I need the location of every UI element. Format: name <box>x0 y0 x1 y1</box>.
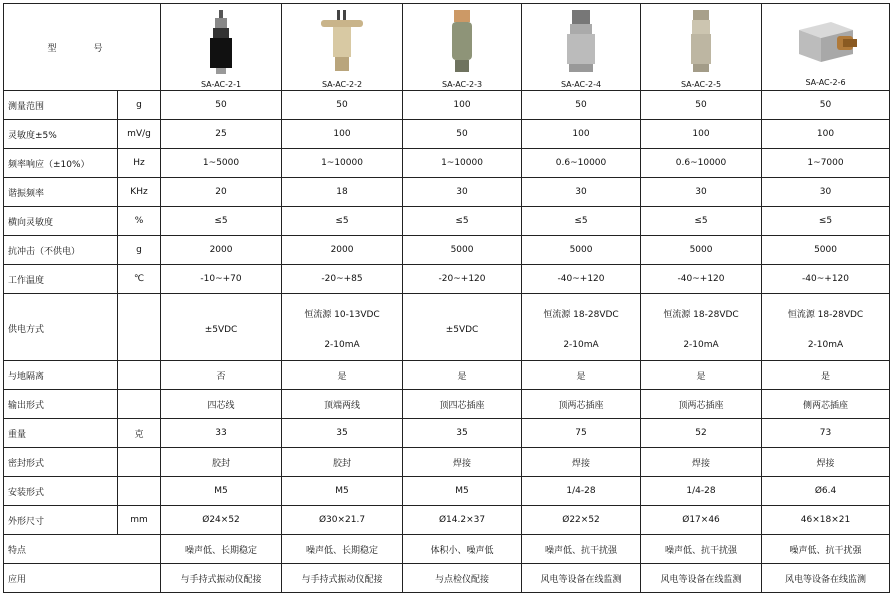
model-cell-4 <box>522 4 641 91</box>
application-cell: 与点检仪配接 <box>403 564 522 593</box>
value-cell: 焊接 <box>403 448 522 477</box>
value-cell: M5 <box>161 477 282 506</box>
spec-row <box>4 506 890 535</box>
value-cell: ≤5 <box>641 207 762 236</box>
features-cell: 噪声低、长期稳定 <box>282 535 403 564</box>
row-label: 输出形式 <box>4 390 118 419</box>
value-cell: 30 <box>762 178 890 207</box>
value-cell: 1~10000 <box>282 149 403 178</box>
row-label: 测量范围 <box>4 91 118 120</box>
power-line: 恒流源 18-28VDC <box>543 310 619 320</box>
value-cell: 2000 <box>282 236 403 265</box>
value-cell: 1/4-28 <box>641 477 762 506</box>
model-cell-6 <box>762 4 890 91</box>
value-cell: 1~10000 <box>403 149 522 178</box>
row-label: 特点 <box>4 535 161 564</box>
value-cell: 顶两芯插座 <box>641 390 762 419</box>
value-cell: 胶封 <box>282 448 403 477</box>
value-cell: 25 <box>161 120 282 149</box>
spec-row <box>4 207 890 236</box>
value-cell: 18 <box>282 178 403 207</box>
power-line: ±5VDC <box>204 325 238 335</box>
row-label: 频率响应（±10%） <box>4 149 118 178</box>
power-line: 恒流源 10-13VDC <box>304 310 380 320</box>
value-cell: 100 <box>522 120 641 149</box>
spec-table <box>3 3 890 593</box>
value-cell: 焊接 <box>522 448 641 477</box>
row-unit: mV/g <box>118 120 161 149</box>
application-cell: 风电等设备在线监测 <box>522 564 641 593</box>
row-label: 应用 <box>4 564 161 593</box>
value-cell: Ø24×52 <box>161 506 282 535</box>
power-line: 2-10mA <box>563 340 599 350</box>
value-cell: 35 <box>282 419 403 448</box>
value-cell: 顶端两线 <box>282 390 403 419</box>
value-cell: 46×18×21 <box>762 506 890 535</box>
value-cell: 52 <box>641 419 762 448</box>
value-cell: 30 <box>403 178 522 207</box>
value-cell: -20~+120 <box>403 265 522 294</box>
value-cell: 2000 <box>161 236 282 265</box>
model-title: 型 号 <box>4 4 161 91</box>
value-cell: 100 <box>762 120 890 149</box>
row-label: 谐振频率 <box>4 178 118 207</box>
power-line: 2-10mA <box>683 340 719 350</box>
value-cell: 是 <box>403 361 522 390</box>
row-label: 横向灵敏度 <box>4 207 118 236</box>
row-unit: g <box>118 91 161 120</box>
features-cell: 噪声低、抗干扰强 <box>641 535 762 564</box>
spec-row <box>4 477 890 506</box>
value-cell: 顶两芯插座 <box>522 390 641 419</box>
value-cell: ≤5 <box>522 207 641 236</box>
value-cell: 1~5000 <box>161 149 282 178</box>
row-unit: 克 <box>118 419 161 448</box>
value-cell: 50 <box>282 91 403 120</box>
spec-row <box>4 419 890 448</box>
row-label: 重量 <box>4 419 118 448</box>
value-cell: Ø6.4 <box>762 477 890 506</box>
row-unit <box>118 448 161 477</box>
value-cell: Ø30×21.7 <box>282 506 403 535</box>
value-cell: 50 <box>403 120 522 149</box>
value-cell: 100 <box>641 120 762 149</box>
model-name: SA-AC-2-1 <box>200 79 242 89</box>
sensor-sa-ac-2-5-image <box>681 10 721 74</box>
row-label: 外形尺寸 <box>4 506 118 535</box>
sensor-sa-ac-2-6-image <box>791 12 861 72</box>
sensor-sa-ac-2-1-image <box>201 10 241 74</box>
value-cell: 0.6~10000 <box>522 149 641 178</box>
row-unit: Hz <box>118 149 161 178</box>
value-cell: 50 <box>762 91 890 120</box>
value-cell: 1~7000 <box>762 149 890 178</box>
power-cell-5 <box>641 294 762 361</box>
value-cell: M5 <box>403 477 522 506</box>
value-cell: ≤5 <box>282 207 403 236</box>
value-cell: Ø17×46 <box>641 506 762 535</box>
value-cell: 顶四芯插座 <box>403 390 522 419</box>
value-cell: 75 <box>522 419 641 448</box>
value-cell: Ø14.2×37 <box>403 506 522 535</box>
value-cell: 四芯线 <box>161 390 282 419</box>
power-line: ±5VDC <box>445 325 479 335</box>
row-label: 工作温度 <box>4 265 118 294</box>
row-label: 与地隔离 <box>4 361 118 390</box>
power-line: 2-10mA <box>807 340 844 350</box>
row-unit: KHz <box>118 178 161 207</box>
row-unit: % <box>118 207 161 236</box>
spec-row-application <box>4 564 890 593</box>
sensor-sa-ac-2-4-image <box>561 10 601 74</box>
model-name: SA-AC-2-6 <box>805 77 846 87</box>
value-cell: ≤5 <box>762 207 890 236</box>
spec-row <box>4 390 890 419</box>
row-unit <box>118 477 161 506</box>
value-cell: ≤5 <box>403 207 522 236</box>
value-cell: -40~+120 <box>522 265 641 294</box>
row-unit <box>118 361 161 390</box>
value-cell: 5000 <box>403 236 522 265</box>
value-cell: 5000 <box>641 236 762 265</box>
spec-row <box>4 149 890 178</box>
spec-row-power <box>4 294 890 361</box>
row-unit <box>118 294 161 361</box>
spec-row <box>4 448 890 477</box>
spec-row <box>4 91 890 120</box>
value-cell: 侧两芯插座 <box>762 390 890 419</box>
power-cell-1 <box>161 294 282 361</box>
value-cell: 73 <box>762 419 890 448</box>
model-name: SA-AC-2-3 <box>441 79 483 89</box>
value-cell: 焊接 <box>641 448 762 477</box>
power-cell-6 <box>762 294 890 361</box>
value-cell: 30 <box>522 178 641 207</box>
model-cell-5 <box>641 4 762 91</box>
application-cell: 与手持式振动仪配接 <box>161 564 282 593</box>
spec-row-features <box>4 535 890 564</box>
model-cell-1 <box>161 4 282 91</box>
value-cell: 是 <box>522 361 641 390</box>
spec-rows-a <box>4 91 890 294</box>
power-line: 恒流源 18-28VDC <box>787 310 864 320</box>
value-cell: 35 <box>403 419 522 448</box>
spec-row <box>4 265 890 294</box>
features-cell: 噪声低、抗干扰强 <box>762 535 890 564</box>
model-cell-2 <box>282 4 403 91</box>
header-row <box>4 4 890 91</box>
power-cell-3 <box>403 294 522 361</box>
value-cell: 1/4-28 <box>522 477 641 506</box>
value-cell: 是 <box>762 361 890 390</box>
value-cell: 焊接 <box>762 448 890 477</box>
row-label: 密封形式 <box>4 448 118 477</box>
value-cell: 5000 <box>762 236 890 265</box>
power-line: 恒流源 18-28VDC <box>663 310 739 320</box>
value-cell: 50 <box>161 91 282 120</box>
value-cell: 33 <box>161 419 282 448</box>
value-cell: 5000 <box>522 236 641 265</box>
power-cell-4 <box>522 294 641 361</box>
model-name: SA-AC-2-2 <box>321 79 363 89</box>
spec-row <box>4 361 890 390</box>
row-unit: ℃ <box>118 265 161 294</box>
value-cell: Ø22×52 <box>522 506 641 535</box>
spec-row <box>4 120 890 149</box>
value-cell: ≤5 <box>161 207 282 236</box>
value-cell: 胶封 <box>161 448 282 477</box>
model-name: SA-AC-2-4 <box>560 79 602 89</box>
value-cell: 否 <box>161 361 282 390</box>
features-cell: 噪声低、抗干扰强 <box>522 535 641 564</box>
value-cell: 50 <box>522 91 641 120</box>
value-cell: 100 <box>282 120 403 149</box>
row-label: 灵敏度±5% <box>4 120 118 149</box>
application-cell: 风电等设备在线监测 <box>762 564 890 593</box>
row-label: 供电方式 <box>4 294 118 361</box>
application-cell: 与手持式振动仪配接 <box>282 564 403 593</box>
value-cell: -40~+120 <box>641 265 762 294</box>
sensor-sa-ac-2-2-image <box>317 10 367 74</box>
value-cell: 50 <box>641 91 762 120</box>
spec-row <box>4 236 890 265</box>
value-cell: 0.6~10000 <box>641 149 762 178</box>
spec-rows-b <box>4 361 890 535</box>
application-cell: 风电等设备在线监测 <box>641 564 762 593</box>
model-cell-3 <box>403 4 522 91</box>
row-unit: mm <box>118 506 161 535</box>
power-line: 2-10mA <box>324 340 360 350</box>
value-cell: M5 <box>282 477 403 506</box>
value-cell: -20~+85 <box>282 265 403 294</box>
value-cell: 30 <box>641 178 762 207</box>
row-label: 抗冲击（不供电） <box>4 236 118 265</box>
row-unit: g <box>118 236 161 265</box>
value-cell: -10~+70 <box>161 265 282 294</box>
power-cell-2 <box>282 294 403 361</box>
row-label: 安装形式 <box>4 477 118 506</box>
value-cell: 20 <box>161 178 282 207</box>
model-name: SA-AC-2-5 <box>680 79 722 89</box>
features-cell: 体积小、噪声低 <box>403 535 522 564</box>
row-unit <box>118 390 161 419</box>
value-cell: 是 <box>641 361 762 390</box>
spec-row <box>4 178 890 207</box>
value-cell: -40~+120 <box>762 265 890 294</box>
features-cell: 噪声低、长期稳定 <box>161 535 282 564</box>
value-cell: 100 <box>403 91 522 120</box>
sensor-sa-ac-2-3-image <box>442 10 482 74</box>
value-cell: 是 <box>282 361 403 390</box>
